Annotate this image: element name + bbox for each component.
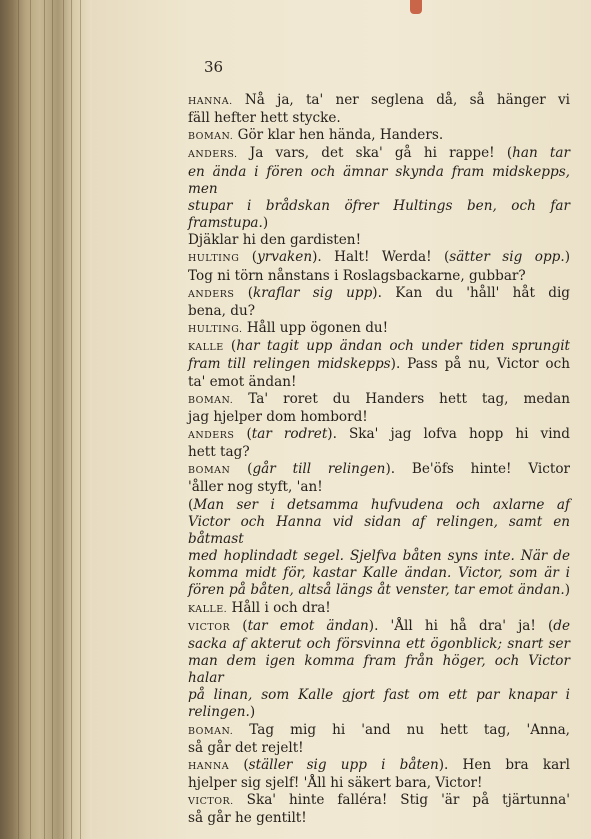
dialogue-text: fäll hefter hett stycke. — [188, 110, 341, 127]
stage-direction: tar emot ändan — [247, 617, 369, 634]
text-line — [188, 92, 570, 110]
speaker-name: KALLE — [188, 342, 224, 354]
stage-direction: ställer sig upp i båten — [248, 756, 439, 773]
text-line — [188, 303, 570, 320]
text-line — [188, 127, 570, 145]
text-line — [188, 775, 570, 792]
text-line — [188, 164, 570, 198]
dialogue-text: Håll upp ögonen du! — [242, 320, 389, 337]
dialogue-text: så går det rejelt! — [188, 739, 304, 756]
text-line — [188, 722, 570, 740]
text-line — [188, 548, 570, 565]
text-line — [188, 582, 570, 599]
text-line — [188, 391, 570, 409]
dialogue-text: hett tag? — [188, 444, 250, 461]
stage-direction: de — [553, 617, 570, 634]
dialogue-text: Tag mig hi 'and nu hett tag, 'Anna, — [233, 721, 570, 738]
stage-direction: tar rodret — [251, 425, 328, 442]
dialogue-text: ). Hen bra karl — [438, 756, 571, 773]
speaker-name: HANNA — [188, 760, 230, 772]
speaker-name: BOMAN — [188, 465, 231, 477]
speaker-name: ANDERS. — [188, 149, 238, 161]
dialogue-text: ). Be'öfs hinte! Victor — [385, 461, 570, 478]
dialogue-text: ) — [564, 582, 570, 599]
stage-direction: Victor och Hanna vid sidan af relingen, samt en båtmast — [188, 513, 570, 547]
speaker-name: VICTOR. — [188, 796, 234, 808]
dialogue-text: 'åller nog styft, 'an! — [188, 479, 323, 496]
text-line — [188, 249, 570, 267]
stage-direction: fram till relingen midskepps — [188, 356, 391, 373]
dialogue-text: Gör klar hen hända, Handers. — [233, 127, 444, 144]
dialogue-text: ( — [223, 338, 237, 355]
bookmark-ribbon — [410, 0, 422, 14]
dialogue-text: ) — [262, 215, 269, 232]
book-binding — [0, 0, 92, 839]
text-line — [188, 461, 570, 479]
stage-direction: med hoplindadt segel. Sjelfva båten syns inte. När de — [188, 548, 570, 565]
dialogue-text: ( — [239, 249, 258, 266]
text-line — [188, 285, 570, 303]
dialogue-text: Djäklar hi den gardisten! — [188, 232, 362, 249]
stage-direction: man dem igen komma fram från höger, och Victor halar — [188, 653, 570, 687]
text-line — [188, 338, 570, 356]
dialogue-text: Ja vars, det ska' gå hi rappe! ( — [237, 145, 513, 162]
text-line — [188, 497, 570, 514]
text-line — [188, 268, 570, 285]
text-line — [188, 198, 570, 232]
text-line — [188, 426, 570, 444]
stage-direction: på linan, som Kalle gjort fast om ett par knapar i — [188, 687, 570, 704]
stage-direction: sacka af akterut och försvinna ett ögonblick; snart ser — [188, 635, 570, 652]
dialogue-text: så går he gentilt! — [188, 810, 307, 827]
stage-direction: går till relingen — [252, 461, 386, 478]
stage-direction: relingen. — [188, 704, 250, 721]
text-line — [188, 479, 570, 496]
stage-direction: komma midt för, kastar Kalle ändan. Victor, som är i — [188, 565, 570, 582]
speaker-name: HANNA. — [188, 96, 233, 107]
play-text — [188, 92, 570, 828]
dialogue-text: ). Kan du 'håll' håt dig — [372, 284, 570, 301]
dialogue-text: bena, du? — [188, 302, 255, 319]
text-line — [188, 653, 570, 687]
dialogue-text: Håll i och dra! — [227, 599, 331, 616]
dialogue-text: ( — [230, 617, 248, 634]
dialogue-text: Ska' hinte falléra! Stig 'är på tjärtunna' — [233, 792, 570, 809]
speaker-name: KALLE. — [188, 603, 228, 615]
text-line — [188, 145, 570, 163]
dialogue-text: ta' emot ändan! — [188, 373, 297, 390]
stage-direction: yrvaken — [257, 249, 313, 266]
text-line — [188, 792, 570, 810]
text-line — [188, 374, 570, 391]
dialogue-text: ( — [188, 496, 194, 513]
dialogue-text: ( — [234, 425, 252, 442]
stage-direction: har tagit upp ändan och under tiden sprungit — [236, 338, 570, 355]
speaker-name: ANDERS — [188, 429, 235, 441]
stage-direction: Man ser i detsamma hufvudena och axlarne af — [193, 496, 570, 513]
speaker-name: HULTING. — [188, 324, 243, 336]
dialogue-text: ( — [234, 284, 253, 301]
text-line — [188, 565, 570, 582]
dialogue-text: ( — [230, 461, 253, 478]
stage-direction: en ända i fören och ämnar skynda fram midskepps, men — [188, 163, 570, 197]
text-line — [188, 636, 570, 653]
dialogue-text: ) — [564, 249, 570, 266]
dialogue-text: Tog ni törn nånstans i Roslagsbackarne, gubbar? — [188, 267, 526, 284]
text-line — [188, 232, 570, 249]
text-line — [188, 320, 570, 338]
stage-direction: stupar i brådskan öfrer Hultings ben, och far framstupa. — [188, 197, 570, 232]
dialogue-text: ( — [229, 756, 249, 773]
speaker-name: BOMAN. — [188, 725, 234, 737]
speaker-name: HULTING — [188, 253, 240, 265]
text-line — [188, 409, 570, 426]
dialogue-text: ). Halt! Werda! ( — [312, 249, 450, 266]
stage-direction: han tar — [512, 145, 570, 162]
page-number: 36 — [204, 58, 224, 76]
text-line — [188, 687, 570, 704]
speaker-name: BOMAN. — [188, 394, 234, 406]
text-line — [188, 356, 570, 373]
speaker-name: BOMAN. — [188, 131, 234, 143]
text-line — [188, 757, 570, 775]
text-line — [188, 600, 570, 618]
dialogue-text: ). Pass på nu, Victor och — [390, 356, 570, 373]
dialogue-text: Nå ja, ta' ner seglena då, så hänger vi — [232, 92, 570, 108]
speaker-name: VICTOR — [188, 621, 231, 633]
text-line — [188, 110, 570, 127]
dialogue-text: ). 'Åll hi hå dra' ja! ( — [368, 617, 554, 634]
dialogue-text: ) — [249, 704, 256, 721]
dialogue-text: Ta' roret du Handers hett tag, medan — [233, 390, 570, 407]
stage-direction: kraflar sig upp — [253, 284, 373, 301]
text-line — [188, 444, 570, 461]
stage-direction: fören på båten, altså längs åt venster, tar emot ändan. — [188, 582, 565, 599]
text-line — [188, 704, 570, 721]
text-line — [188, 618, 570, 636]
dialogue-text: jag hjelper dom hombord! — [188, 408, 368, 425]
speaker-name: ANDERS — [188, 288, 235, 300]
dialogue-text: hjelper sig sjelf! 'Åll hi säkert bara, Victor! — [188, 775, 483, 792]
text-line — [188, 514, 570, 548]
dialogue-text: ). Ska' jag lofva hopp hi vind — [327, 425, 571, 442]
text-line — [188, 810, 570, 827]
stage-direction: sätter sig opp. — [449, 249, 565, 266]
text-line — [188, 740, 570, 757]
